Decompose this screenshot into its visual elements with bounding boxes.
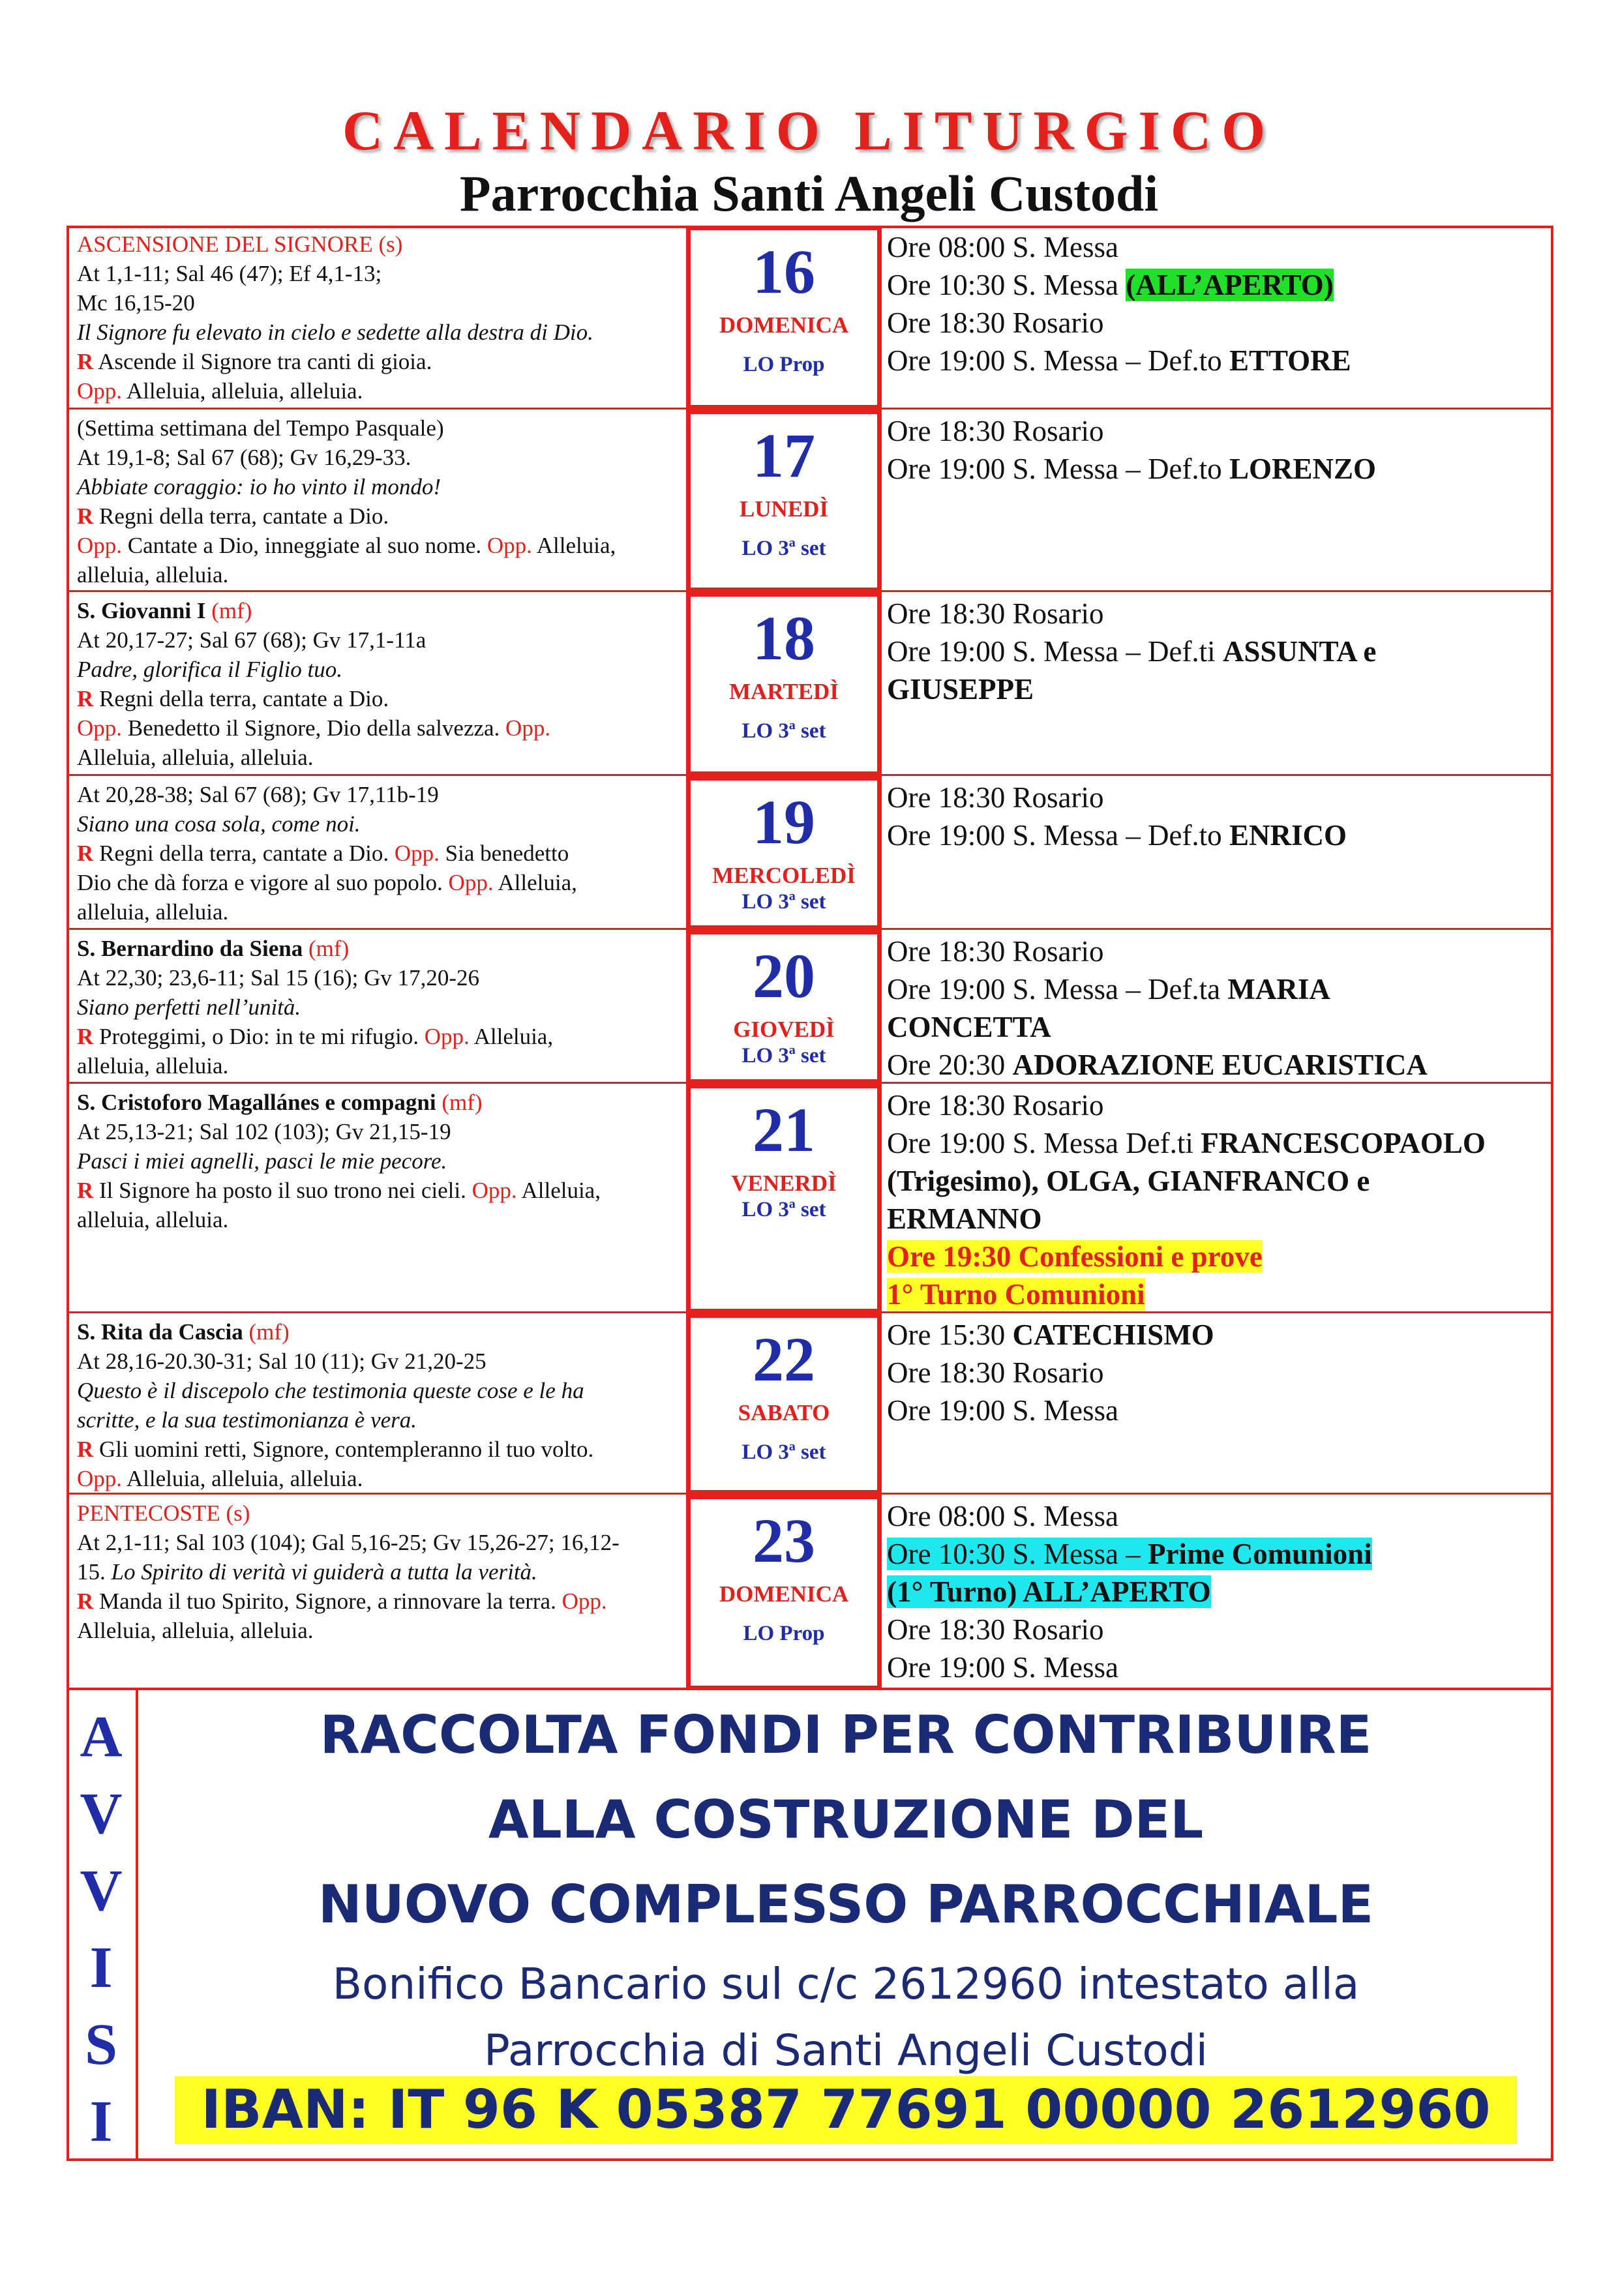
notice-line-1: RACCOLTA FONDI PER CONTRIBUIRE xyxy=(320,1705,1372,1765)
text-segment: At 20,28-38; Sal 67 (68); Gv 17,11b-19 xyxy=(77,782,439,807)
text-segment: Opp. xyxy=(77,1466,123,1491)
avvisi-letter: I xyxy=(89,1935,113,2000)
liturgy-of-hours: LO 3ª set xyxy=(742,1440,826,1464)
text-segment: Opp. xyxy=(472,1178,517,1203)
reading-line xyxy=(77,655,736,684)
day-row xyxy=(67,1495,1553,1690)
text-segment: MARIA xyxy=(1227,973,1330,1006)
schedule-line xyxy=(887,1200,1546,1238)
schedule-line xyxy=(887,779,1546,816)
day-number: 22 xyxy=(753,1324,815,1394)
reading-line xyxy=(77,992,736,1022)
schedule-line xyxy=(887,1497,1546,1535)
reading-line xyxy=(77,713,736,743)
reading-line xyxy=(77,839,736,868)
reading-line xyxy=(77,897,736,927)
text-segment: Ore 19:30 Confessioni e prove xyxy=(887,1240,1263,1273)
text-segment: PENTECOSTE xyxy=(77,1500,220,1526)
day-box xyxy=(686,226,882,410)
text-segment: Ore 08:00 S. Messa xyxy=(887,231,1118,263)
text-segment: Proteggimi, o Dio: in te mi rifugio. xyxy=(93,1024,425,1049)
text-segment: S. Giovanni I xyxy=(77,598,206,623)
text-segment: Siano perfetti nell’unità. xyxy=(77,994,301,1020)
liturgy-readings xyxy=(77,1317,736,1493)
day-box xyxy=(686,930,882,1084)
reading-line xyxy=(77,531,736,560)
day-row xyxy=(67,226,1553,410)
text-segment: Opp. xyxy=(394,841,440,866)
page-title: CALENDARIO LITURGICO xyxy=(342,99,1276,162)
text-segment: R xyxy=(77,503,94,529)
day-number: 16 xyxy=(753,237,815,306)
reading-line xyxy=(77,780,736,809)
reading-line xyxy=(77,868,736,897)
schedule-line xyxy=(887,1392,1546,1429)
reading-line xyxy=(77,743,736,772)
text-segment: ADORAZIONE EUCARISTICA xyxy=(1012,1049,1428,1081)
text-segment: ENRICO xyxy=(1229,819,1347,852)
day-box xyxy=(686,1313,882,1495)
mass-schedule xyxy=(887,1316,1546,1429)
text-segment: Opp. xyxy=(487,533,532,558)
reading-line xyxy=(77,376,736,406)
reading-line xyxy=(77,1405,736,1435)
text-segment: (1° Turno) ALL’APERTO xyxy=(887,1575,1211,1608)
liturgy-readings xyxy=(77,230,736,406)
text-segment: At 25,13-21; Sal 102 (103); Gv 21,15-19 xyxy=(77,1119,451,1144)
text-segment: Ore 10:30 S. Messa – xyxy=(887,1538,1148,1570)
text-segment: Regni della terra, cantate a Dio. xyxy=(93,503,389,529)
notice-line-4: Bonifico Bancario sul c/c 2612960 intestato alla xyxy=(332,1959,1360,2009)
text-segment: S. Bernardino da Siena xyxy=(77,936,303,961)
text-segment: Padre, glorifica il Figlio tuo. xyxy=(77,657,343,682)
text-segment: Regni della terra, cantate a Dio. xyxy=(93,686,389,711)
text-segment: Ore 19:00 S. Messa xyxy=(887,1651,1118,1684)
weekday-name: SABATO xyxy=(738,1400,830,1425)
liturgy-of-hours: LO 3ª set xyxy=(742,537,826,560)
schedule-line xyxy=(887,932,1546,970)
liturgy-of-hours: LO 3ª set xyxy=(742,890,826,914)
mass-schedule xyxy=(887,932,1546,1084)
reading-line xyxy=(77,472,736,501)
schedule-line xyxy=(887,266,1546,304)
schedule-line xyxy=(887,342,1546,380)
reading-line xyxy=(77,347,736,376)
reading-line xyxy=(77,1347,736,1376)
mass-schedule xyxy=(887,228,1546,380)
text-segment: Alleluia, alleluia, alleluia. xyxy=(77,1618,314,1643)
text-segment: At 19,1-8; Sal 67 (68); Gv 16,29-33. xyxy=(77,445,412,470)
text-segment: Ore 19:00 S. Messa – Def.to xyxy=(887,453,1229,485)
weekday-name: LUNEDÌ xyxy=(739,496,829,522)
day-box xyxy=(686,1495,882,1690)
text-segment: Ore 19:00 S. Messa Def.ti xyxy=(887,1127,1201,1159)
text-segment: alleluia, alleluia. xyxy=(77,1053,229,1079)
day-number: 20 xyxy=(753,941,815,1011)
day-number: 21 xyxy=(753,1095,815,1165)
reading-line xyxy=(77,934,736,963)
avvisi-column xyxy=(67,1690,138,2161)
reading-line xyxy=(77,1376,736,1405)
day-number: 18 xyxy=(753,603,815,673)
schedule-line xyxy=(887,1535,1546,1573)
reading-line xyxy=(77,1616,736,1645)
text-segment: CONCETTA xyxy=(887,1011,1051,1043)
text-segment: (ALL’APERTO) xyxy=(1126,269,1334,301)
text-segment: Ore 19:00 S. Messa – Def.ta xyxy=(887,973,1228,1006)
text-segment: 15. xyxy=(77,1559,112,1585)
schedule-line xyxy=(887,1008,1546,1046)
avvisi-letter: V xyxy=(80,1782,123,1846)
reading-line xyxy=(77,596,736,625)
schedule-line xyxy=(887,304,1546,342)
liturgy-readings xyxy=(77,1088,736,1234)
text-segment: At 1,1-11; Sal 46 (47); Ef 4,1-13; xyxy=(77,261,382,286)
text-segment: Alleluia, xyxy=(493,870,577,895)
liturgy-of-hours: LO 3ª set xyxy=(742,1198,826,1221)
text-segment: Opp. xyxy=(505,715,551,741)
reading-line xyxy=(77,1587,736,1616)
text-segment: FRANCESCOPAOLO xyxy=(1201,1127,1486,1159)
text-segment: Alleluia, xyxy=(517,1178,601,1203)
text-segment: Pasci i miei agnelli, pasci le mie pecore. xyxy=(77,1148,447,1174)
text-segment: (mf) xyxy=(436,1090,483,1115)
day-row xyxy=(67,1313,1553,1495)
liturgy-readings xyxy=(77,596,736,772)
weekday-name: GIOVEDÌ xyxy=(733,1017,835,1042)
text-segment: Ore 18:30 Rosario xyxy=(887,597,1104,630)
schedule-line xyxy=(887,1124,1546,1162)
weekday-name: DOMENICA xyxy=(719,1581,849,1607)
text-segment: LORENZO xyxy=(1229,453,1376,485)
text-segment: R xyxy=(77,1437,94,1462)
text-segment: Lo Spirito di verità vi guiderà a tutta la verità. xyxy=(111,1559,537,1585)
text-segment: Opp. xyxy=(77,378,123,404)
reading-line xyxy=(77,1176,736,1205)
reading-line xyxy=(77,684,736,713)
schedule-line xyxy=(887,970,1546,1008)
text-segment: Prime Comunioni xyxy=(1147,1538,1372,1570)
text-segment: ETTORE xyxy=(1229,344,1351,377)
mass-schedule xyxy=(887,412,1546,488)
text-segment: 1° Turno Comunioni xyxy=(887,1278,1145,1311)
text-segment: (Trigesimo), OLGA, GIANFRANCO e xyxy=(887,1165,1370,1197)
notice-line-5: Parrocchia di Santi Angeli Custodi xyxy=(484,2025,1208,2076)
weekday-name: MERCOLEDÌ xyxy=(712,863,856,888)
text-segment: At 2,1-11; Sal 103 (104); Gal 5,16-25; Gv 15,26-27; 16,12- xyxy=(77,1530,620,1555)
notice-line-3: NUOVO COMPLESSO PARROCCHIALE xyxy=(318,1874,1374,1935)
schedule-line xyxy=(887,595,1546,633)
text-segment: At 20,17-27; Sal 67 (68); Gv 17,1-11a xyxy=(77,627,427,653)
reading-line xyxy=(77,259,736,288)
text-segment: (mf) xyxy=(243,1319,290,1345)
mass-schedule xyxy=(887,595,1546,708)
liturgy-readings xyxy=(77,1498,736,1645)
reading-line xyxy=(77,288,736,318)
text-segment: Abbiate coraggio: io ho vinto il mondo! xyxy=(77,474,441,499)
liturgy-of-hours: LO Prop xyxy=(743,1622,825,1645)
text-segment: S. Cristoforo Magallánes e compagni xyxy=(77,1090,436,1115)
iban-banner: IBAN: IT 96 K 05387 77691 00000 2612960 xyxy=(175,2076,1517,2144)
mass-schedule xyxy=(887,779,1546,854)
text-segment: Alleluia, xyxy=(532,533,616,558)
schedule-line xyxy=(887,1354,1546,1392)
text-segment: ERMANNO xyxy=(887,1202,1042,1235)
day-row xyxy=(67,776,1553,930)
text-segment: Ascende il Signore tra canti di gioia. xyxy=(93,349,432,374)
text-segment: Ore 19:00 S. Messa xyxy=(887,1394,1118,1427)
reading-line xyxy=(77,1317,736,1347)
text-segment: alleluia, alleluia. xyxy=(77,562,229,588)
text-segment: Sia benedetto xyxy=(439,841,569,866)
text-segment: Ore 18:30 Rosario xyxy=(887,1089,1104,1122)
text-segment: Il Signore ha posto il suo trono nei cieli. xyxy=(93,1178,472,1203)
text-segment: Opp. xyxy=(77,715,123,741)
avvisi-letter: A xyxy=(80,1705,123,1769)
reading-line xyxy=(77,413,736,443)
reading-line xyxy=(77,1022,736,1051)
text-segment: Ore 18:30 Rosario xyxy=(887,1613,1104,1646)
text-segment: Alleluia, alleluia, alleluia. xyxy=(77,745,314,770)
reading-line xyxy=(77,1205,736,1234)
schedule-line xyxy=(887,1238,1546,1275)
schedule-line xyxy=(887,1316,1546,1354)
day-row xyxy=(67,410,1553,592)
day-number: 23 xyxy=(753,1506,815,1575)
text-segment: Opp. xyxy=(562,1588,607,1614)
mass-schedule xyxy=(887,1497,1546,1686)
text-segment: ASCENSIONE DEL SIGNORE xyxy=(77,231,373,257)
text-segment: (mf) xyxy=(303,936,350,961)
text-segment: Questo è il discepolo che testimonia queste cose e le ha xyxy=(77,1378,584,1403)
schedule-line xyxy=(887,1162,1546,1200)
text-segment: Dio che dà forza e vigore al suo popolo. xyxy=(77,870,449,895)
day-number: 19 xyxy=(753,787,815,857)
text-segment: Ore 19:00 S. Messa – Def.to xyxy=(887,344,1229,377)
text-segment: Il Signore fu elevato in cielo e sedette alla destra di Dio. xyxy=(77,320,593,345)
schedule-line xyxy=(887,1046,1546,1084)
liturgy-of-hours: LO Prop xyxy=(743,353,825,376)
text-segment: S. Rita da Cascia xyxy=(77,1319,243,1345)
reading-line xyxy=(77,501,736,531)
text-segment: Ore 19:00 S. Messa – Def.to xyxy=(887,819,1229,852)
text-segment: alleluia, alleluia. xyxy=(77,899,229,925)
text-segment: R xyxy=(77,686,94,711)
reading-line xyxy=(77,1435,736,1464)
reading-line xyxy=(77,443,736,472)
text-segment: R xyxy=(77,1178,94,1203)
reading-line xyxy=(77,809,736,839)
text-segment: Opp. xyxy=(448,870,494,895)
text-segment: Benedetto il Signore, Dio della salvezza. xyxy=(122,715,506,741)
day-box xyxy=(686,410,882,592)
text-segment: ASSUNTA e xyxy=(1222,635,1377,668)
liturgy-of-hours: LO 3ª set xyxy=(742,1044,826,1067)
text-segment: Alleluia, xyxy=(469,1024,554,1049)
reading-line xyxy=(77,1528,736,1557)
text-segment: At 22,30; 23,6-11; Sal 15 (16); Gv 17,20-26 xyxy=(77,965,479,991)
schedule-line xyxy=(887,450,1546,488)
text-segment: Ore 18:30 Rosario xyxy=(887,781,1104,814)
day-number: 17 xyxy=(753,421,815,490)
notice-line-2: ALLA COSTRUZIONE DEL xyxy=(488,1789,1204,1850)
parish-subtitle: Parrocchia Santi Angeli Custodi xyxy=(459,165,1159,222)
text-segment: Manda il tuo Spirito, Signore, a rinnovare la terra. xyxy=(93,1588,562,1614)
schedule-line xyxy=(887,412,1546,450)
avvisi-letter: I xyxy=(89,2089,113,2154)
schedule-line xyxy=(887,633,1546,670)
reading-line xyxy=(77,1051,736,1081)
text-segment: Ore 19:00 S. Messa – Def.ti xyxy=(887,635,1223,668)
reading-line xyxy=(77,318,736,347)
liturgy-readings xyxy=(77,780,736,927)
text-segment: Regni della terra, cantate a Dio. xyxy=(93,841,395,866)
reading-line xyxy=(77,1498,736,1528)
reading-line xyxy=(77,963,736,992)
reading-line xyxy=(77,1464,736,1493)
text-segment: (Settima settimana del Tempo Pasquale) xyxy=(77,415,444,441)
text-segment: Mc 16,15-20 xyxy=(77,290,195,316)
weekday-name: VENERDÌ xyxy=(731,1170,837,1196)
text-segment: R xyxy=(77,1024,94,1049)
avvisi-letter: V xyxy=(80,1858,123,1923)
avvisi-letter: S xyxy=(84,2012,118,2077)
text-segment: Ore 08:00 S. Messa xyxy=(887,1500,1118,1532)
text-segment: Siano una cosa sola, come noi. xyxy=(77,811,361,837)
text-segment: Ore 18:30 Rosario xyxy=(887,306,1104,339)
text-segment: (s) xyxy=(372,231,403,257)
text-segment: Ore 18:30 Rosario xyxy=(887,415,1104,447)
reading-line xyxy=(77,230,736,259)
schedule-line xyxy=(887,670,1546,708)
text-segment: Alleluia, alleluia, alleluia. xyxy=(122,1466,363,1491)
day-row xyxy=(67,930,1553,1084)
text-segment: Alleluia, alleluia, alleluia. xyxy=(122,378,363,404)
day-box xyxy=(686,1084,882,1313)
weekday-name: MARTEDÌ xyxy=(729,679,839,704)
reading-line xyxy=(77,1117,736,1146)
text-segment: Gli uomini retti, Signore, contempleranno il tuo volto. xyxy=(93,1437,594,1462)
reading-line xyxy=(77,625,736,655)
day-box xyxy=(686,776,882,930)
text-segment: Ore 15:30 xyxy=(887,1319,1013,1351)
text-segment: alleluia, alleluia. xyxy=(77,1207,229,1232)
day-row xyxy=(67,592,1553,776)
schedule-line xyxy=(887,816,1546,854)
text-segment: GIUSEPPE xyxy=(887,673,1034,706)
day-box xyxy=(686,592,882,776)
reading-line xyxy=(77,1146,736,1176)
text-segment: Opp. xyxy=(77,533,123,558)
text-segment: R xyxy=(77,1588,94,1614)
schedule-line xyxy=(887,1573,1546,1611)
schedule-line xyxy=(887,228,1546,266)
text-segment: Opp. xyxy=(424,1024,470,1049)
liturgy-readings xyxy=(77,934,736,1081)
text-segment: Cantate a Dio, inneggiate al suo nome. xyxy=(122,533,487,558)
reading-line xyxy=(77,560,736,589)
text-segment: Ore 10:30 S. Messa xyxy=(887,269,1126,301)
schedule-line xyxy=(887,1086,1546,1124)
text-segment: Ore 18:30 Rosario xyxy=(887,935,1104,968)
mass-schedule xyxy=(887,1086,1546,1313)
schedule-line xyxy=(887,1648,1546,1686)
day-row xyxy=(67,1084,1553,1313)
text-segment: Ore 20:30 xyxy=(887,1049,1013,1081)
schedule-line xyxy=(887,1611,1546,1648)
liturgy-readings xyxy=(77,413,736,589)
liturgy-of-hours: LO 3ª set xyxy=(742,719,826,743)
reading-line xyxy=(77,1088,736,1117)
text-segment: R xyxy=(77,349,94,374)
text-segment: R xyxy=(77,841,94,866)
text-segment: (s) xyxy=(220,1500,250,1526)
text-segment: CATECHISMO xyxy=(1012,1319,1214,1351)
text-segment: At 28,16-20.30-31; Sal 10 (11); Gv 21,20-25 xyxy=(77,1349,487,1374)
reading-line xyxy=(77,1557,736,1587)
weekday-name: DOMENICA xyxy=(719,312,849,338)
text-segment: scritte, e la sua testimonianza è vera. xyxy=(77,1407,417,1433)
text-segment: (mf) xyxy=(205,598,252,623)
schedule-line xyxy=(887,1275,1546,1313)
text-segment: Ore 18:30 Rosario xyxy=(887,1356,1104,1389)
